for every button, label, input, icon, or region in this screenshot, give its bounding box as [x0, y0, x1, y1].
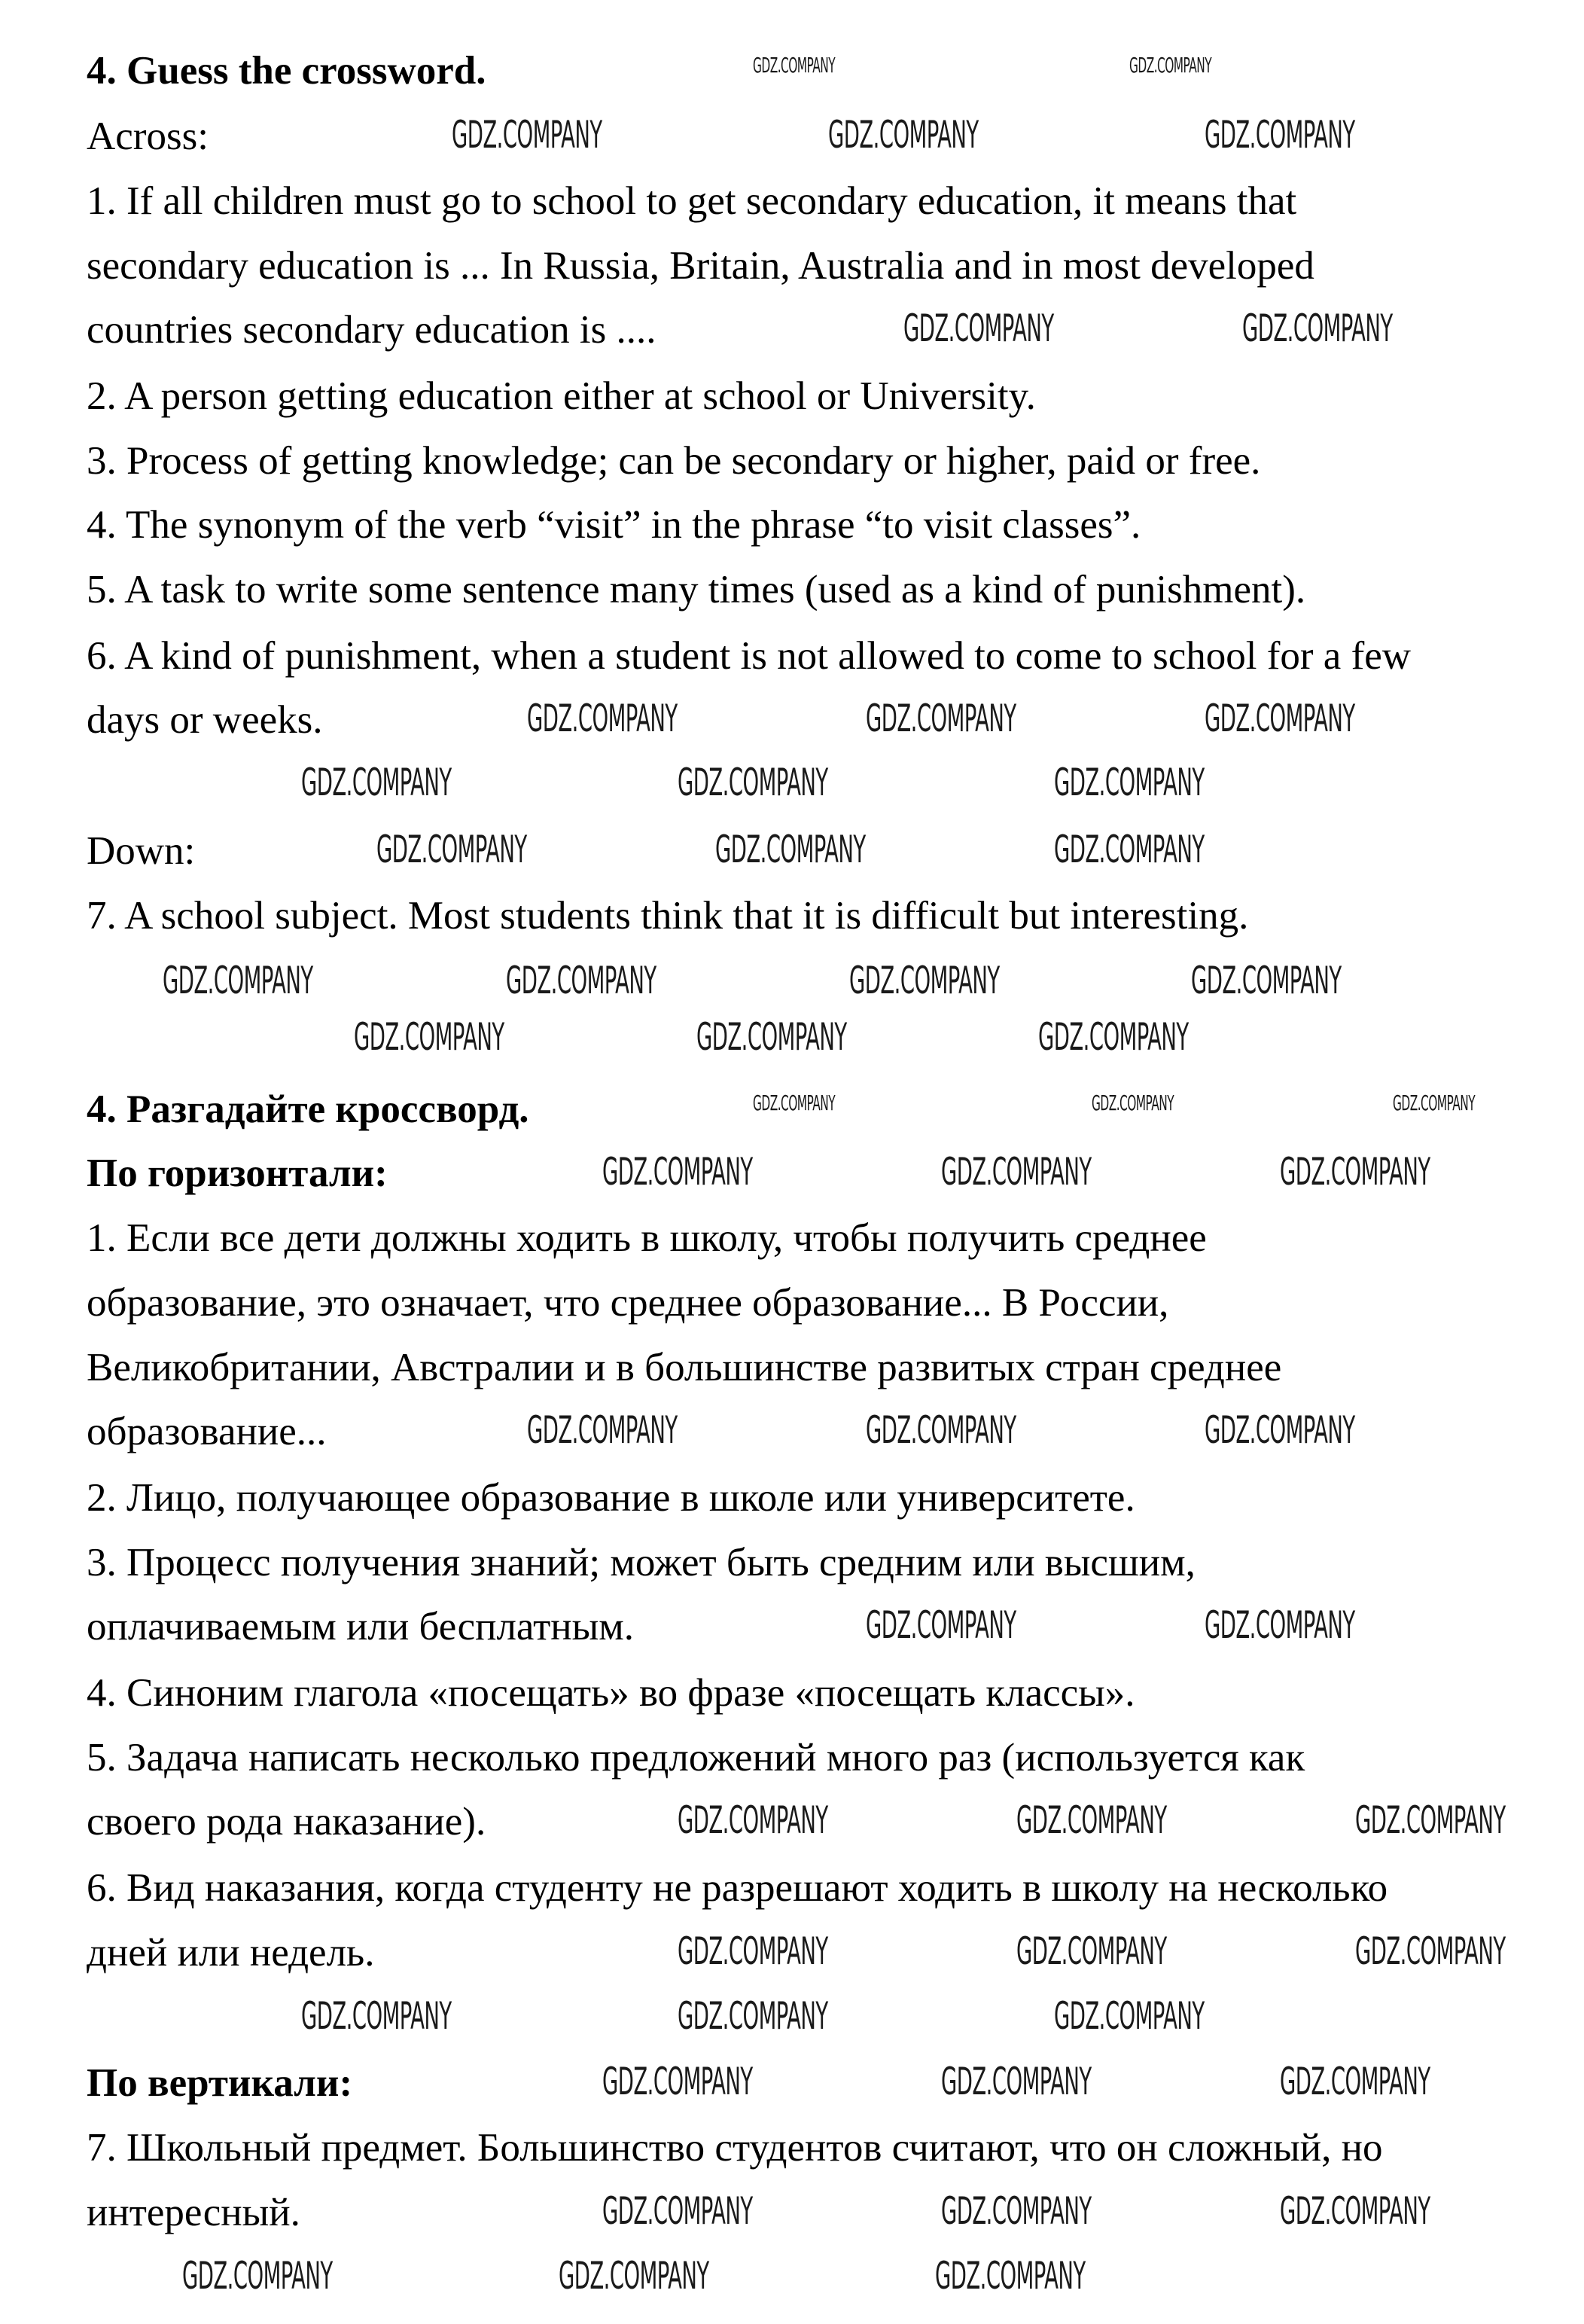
watermark: GDZ.COMPANY: [602, 1150, 753, 1194]
watermark: GDZ.COMPANY: [354, 1015, 504, 1059]
down-label-ru: По вертикали:: [87, 2061, 353, 2105]
watermark: GDZ.COMPANY: [1355, 1929, 1506, 1973]
clue-line: 6. A kind of punishment, when a student is not allowed to come to school for a few: [87, 634, 1412, 678]
watermark: GDZ.COMPANY: [753, 53, 836, 78]
watermark: GDZ.COMPANY: [1280, 2060, 1430, 2103]
clue-line: 4. Синоним глагола «посещать» во фразе «посещать классы».: [87, 1671, 1135, 1715]
clue-line: 3. Process of getting knowledge; can be secondary or higher, paid or free.: [87, 439, 1261, 483]
clue-line: Великобритании, Австралии и в большинстве развитых стран среднее: [87, 1346, 1282, 1389]
clue-line: 1. Если все дети должны ходить в школу, чтобы получить среднее: [87, 1216, 1207, 1260]
watermark: GDZ.COMPANY: [678, 1994, 828, 2038]
watermark: GDZ.COMPANY: [715, 828, 866, 871]
watermark: GDZ.COMPANY: [1038, 1015, 1189, 1059]
watermark: GDZ.COMPANY: [1280, 2189, 1430, 2233]
watermark: GDZ.COMPANY: [1280, 1150, 1430, 1194]
watermark: GDZ.COMPANY: [935, 2254, 1086, 2298]
clue-line: дней или недель.: [87, 1931, 375, 1975]
watermark: GDZ.COMPANY: [1355, 1798, 1506, 1842]
clue-line: 5. Задача написать несколько предложений много раз (используется как: [87, 1736, 1305, 1780]
watermark: GDZ.COMPANY: [1054, 761, 1205, 804]
watermark: GDZ.COMPANY: [506, 959, 656, 1002]
watermark: GDZ.COMPANY: [941, 2189, 1092, 2233]
watermark: GDZ.COMPANY: [182, 2254, 333, 2298]
clue-line: 2. A person getting education either at school or University.: [87, 374, 1036, 418]
clue-line: countries secondary education is ....: [87, 308, 656, 352]
watermark: GDZ.COMPANY: [1205, 1408, 1355, 1452]
watermark: GDZ.COMPANY: [1205, 697, 1355, 740]
clue-line: 7. A school subject. Most students think that it is difficult but interesting.: [87, 894, 1249, 938]
watermark: GDZ.COMPANY: [1092, 1090, 1174, 1115]
exercise-title-en: 4. Guess the crossword.: [87, 49, 486, 93]
watermark: GDZ.COMPANY: [527, 697, 678, 740]
clue-line: образование, это означает, что среднее образование... В России,: [87, 1281, 1169, 1325]
watermark: GDZ.COMPANY: [1205, 1603, 1355, 1647]
watermark: GDZ.COMPANY: [559, 2254, 709, 2298]
clue-line: 4. The synonym of the verb “visit” in the phrase “to visit classes”.: [87, 503, 1141, 547]
clue-line: 3. Процесс получения знаний; может быть средним или высшим,: [87, 1541, 1196, 1584]
clue-line: 6. Вид наказания, когда студенту не разрешают ходить в школу на несколько: [87, 1866, 1388, 1910]
watermark: GDZ.COMPANY: [1054, 1994, 1205, 2038]
clue-line: своего рода наказание).: [87, 1800, 486, 1844]
clue-line: 1. If all children must go to school to get secondary education, it means that: [87, 179, 1297, 223]
watermark: GDZ.COMPANY: [452, 113, 602, 157]
watermark: GDZ.COMPANY: [866, 1603, 1016, 1647]
watermark: GDZ.COMPANY: [1016, 1798, 1167, 1842]
clue-line: 5. A task to write some sentence many times (used as a kind of punishment).: [87, 568, 1306, 611]
clue-line: 2. Лицо, получающее образование в школе или университете.: [87, 1476, 1135, 1520]
clue-line: 7. Школьный предмет. Большинство студентов считают, что он сложный, но: [87, 2126, 1383, 2170]
across-label-ru: По горизонтали:: [87, 1151, 388, 1195]
watermark: GDZ.COMPANY: [678, 1798, 828, 1842]
watermark: GDZ.COMPANY: [301, 761, 452, 804]
watermark: GDZ.COMPANY: [941, 1150, 1092, 1194]
clue-line: интересный.: [87, 2191, 300, 2234]
watermark: GDZ.COMPANY: [1393, 1090, 1476, 1115]
clue-line: оплачиваемым или бесплатным.: [87, 1605, 634, 1648]
watermark: GDZ.COMPANY: [678, 1929, 828, 1973]
clue-line: образование...: [87, 1410, 327, 1453]
across-label-en: Across:: [87, 114, 209, 158]
watermark: GDZ.COMPANY: [866, 1408, 1016, 1452]
watermark: GDZ.COMPANY: [866, 697, 1016, 740]
watermark: GDZ.COMPANY: [903, 307, 1054, 350]
exercise-title-ru: 4. Разгадайте кроссворд.: [87, 1087, 529, 1131]
watermark: GDZ.COMPANY: [941, 2060, 1092, 2103]
watermark: GDZ.COMPANY: [1129, 53, 1212, 78]
watermark: GDZ.COMPANY: [1242, 307, 1393, 350]
watermark: GDZ.COMPANY: [1016, 1929, 1167, 1973]
watermark: GDZ.COMPANY: [376, 828, 527, 871]
watermark: GDZ.COMPANY: [753, 1090, 836, 1115]
clue-line: days or weeks.: [87, 698, 323, 742]
down-label-en: Down:: [87, 829, 196, 873]
watermark: GDZ.COMPANY: [602, 2060, 753, 2103]
clue-line: secondary education is ... In Russia, Britain, Australia and in most developed: [87, 244, 1314, 288]
watermark: GDZ.COMPANY: [163, 959, 313, 1002]
watermark: GDZ.COMPANY: [828, 113, 979, 157]
watermark: GDZ.COMPANY: [849, 959, 1000, 1002]
watermark: GDZ.COMPANY: [301, 1994, 452, 2038]
watermark: GDZ.COMPANY: [1054, 828, 1205, 871]
watermark: GDZ.COMPANY: [602, 2189, 753, 2233]
watermark: GDZ.COMPANY: [678, 761, 828, 804]
watermark: GDZ.COMPANY: [527, 1408, 678, 1452]
watermark: GDZ.COMPANY: [1191, 959, 1342, 1002]
watermark: GDZ.COMPANY: [1205, 113, 1355, 157]
watermark: GDZ.COMPANY: [696, 1015, 847, 1059]
